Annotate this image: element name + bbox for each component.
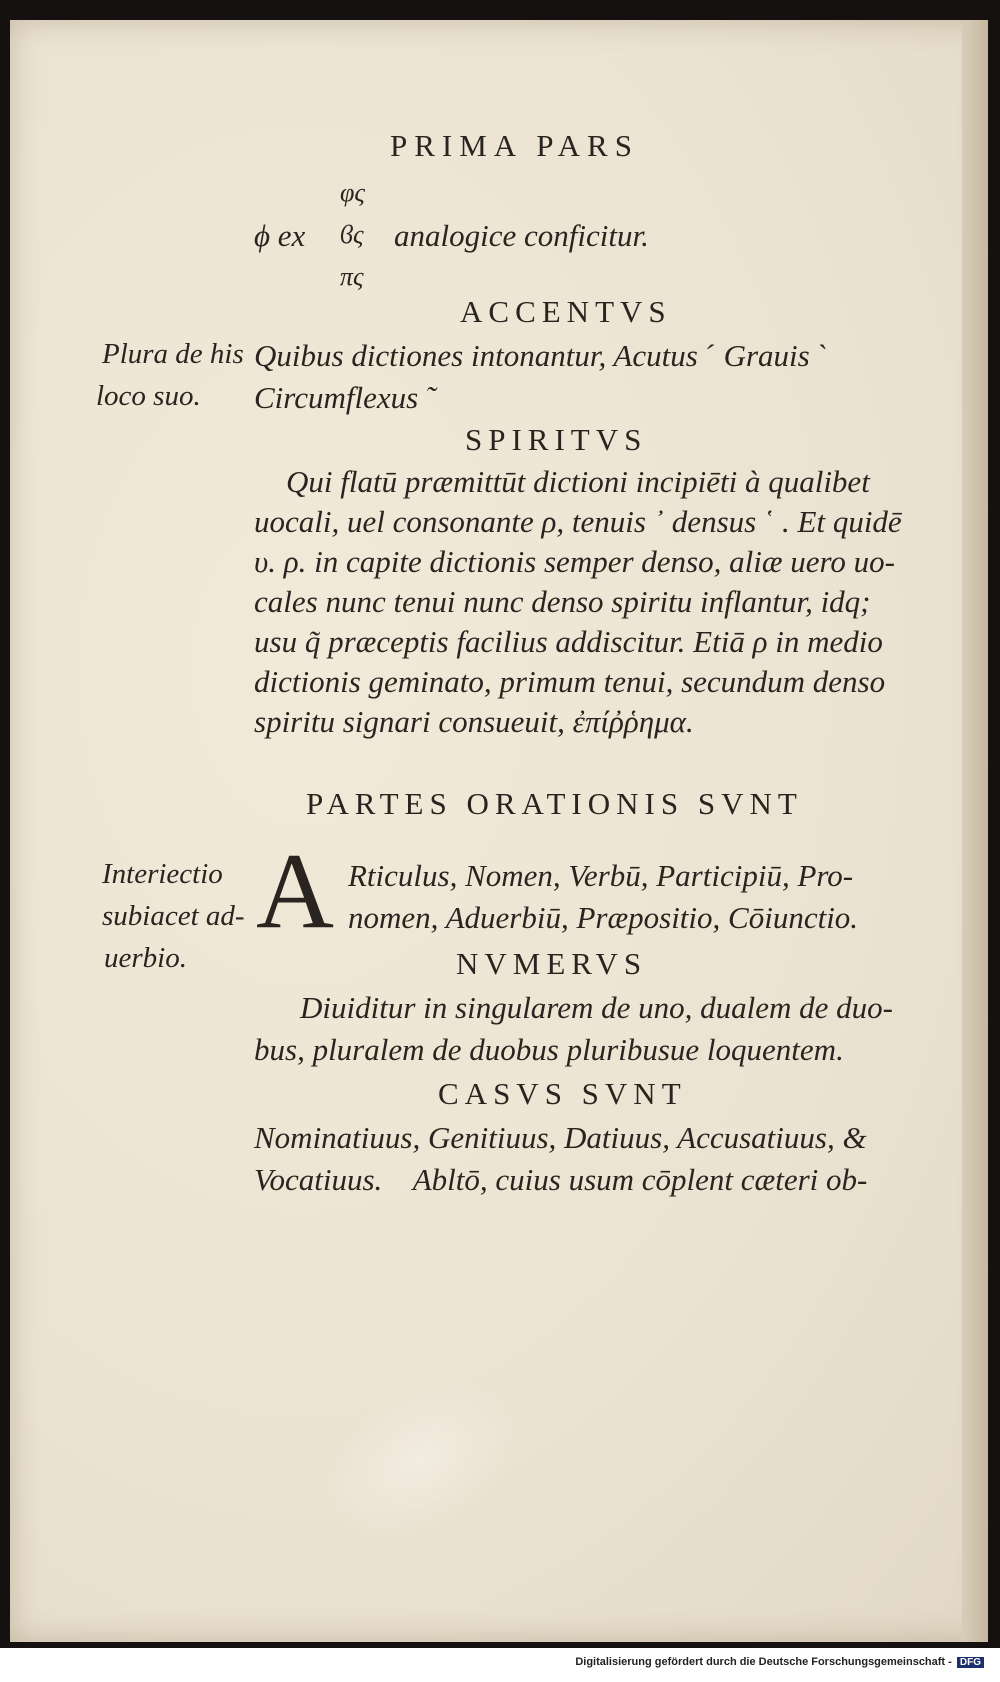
stack-bottom: πς [340,262,364,291]
heading-partes: PARTES ORATIONIS SVNT [306,786,803,821]
spiritus-line-4: cales nunc tenui nunc denso spiritu inflantur, idq; [254,584,871,619]
margin-note-partes-1: Interiectio [102,858,223,890]
accentus-line-2: Circumflexus ῀ [254,380,437,415]
running-title: PRIMA PARS [390,128,639,163]
partes-line-1: Rticulus, Nomen, Verbū, Participiū, Pro- [348,858,854,893]
numerus-line-1: Diuiditur in singularem de uno, dualem de duo- [300,990,893,1025]
digitization-credit [575,1656,984,1668]
casus-line-1: Nominatiuus, Genitiuus, Datiuus, Accusatiuus, & [254,1120,867,1155]
opening-line: analogice conficitur. [394,218,649,253]
drop-capital: A [256,832,334,951]
heading-accentus: ACCENTVS [460,294,672,329]
dfg-logo: DFG [957,1657,984,1668]
casus-line-2: Vocatiuus. Abltō, cuius usum cōplent cæteri ob- [254,1162,868,1197]
heading-casus: CASVS SVNT [438,1076,687,1111]
spiritus-line-5: usu q̃ præceptis facilius addiscitur. Etiā ρ in medio [254,624,883,659]
heading-spiritus: SPIRITVS [465,422,648,457]
spiritus-line-6: dictionis geminato, primum tenui, secundum denso [254,664,886,699]
paper-stain [290,1344,551,1575]
stack-mid: ϐς [340,220,364,249]
spiritus-line-7: spiritu signari consueuit, ἐπίῤῥημα. [254,704,694,739]
spiritus-line-2: uocali, uel consonante ρ, tenuis ᾿ densus ῾ . Et quidē [254,504,902,539]
credit-text: Digitalisierung gefördert durch die Deutsche Forschungsgemeinschaft - [575,1656,952,1668]
numerus-line-2: bus, pluralem de duobus pluribusue loquentem. [254,1032,844,1067]
margin-note-accentus-2: loco suo. [96,380,201,412]
lead-symbol: ϕ ex [254,218,306,253]
page-edge [962,20,988,1642]
stack-top: φς [340,178,365,207]
spiritus-line-3: υ. ρ. in capite dictionis semper denso, aliæ uero uo- [254,544,895,579]
partes-line-2: nomen, Aduerbiū, Præpositio, Cōiunctio. [348,900,859,935]
accentus-line-1: Quibus dictiones intonantur, Acutus ˊ Grauis ˋ [254,338,828,373]
margin-note-partes-2: subiacet ad- [102,900,245,932]
heading-numerus: NVMERVS [456,946,648,981]
margin-note-partes-3: uerbio. [104,942,187,974]
book-page [10,20,988,1642]
spiritus-line-1: Qui flatū præmittūt dictioni incipiēti à qualibet [286,464,870,499]
margin-note-accentus-1: Plura de his [102,338,244,370]
